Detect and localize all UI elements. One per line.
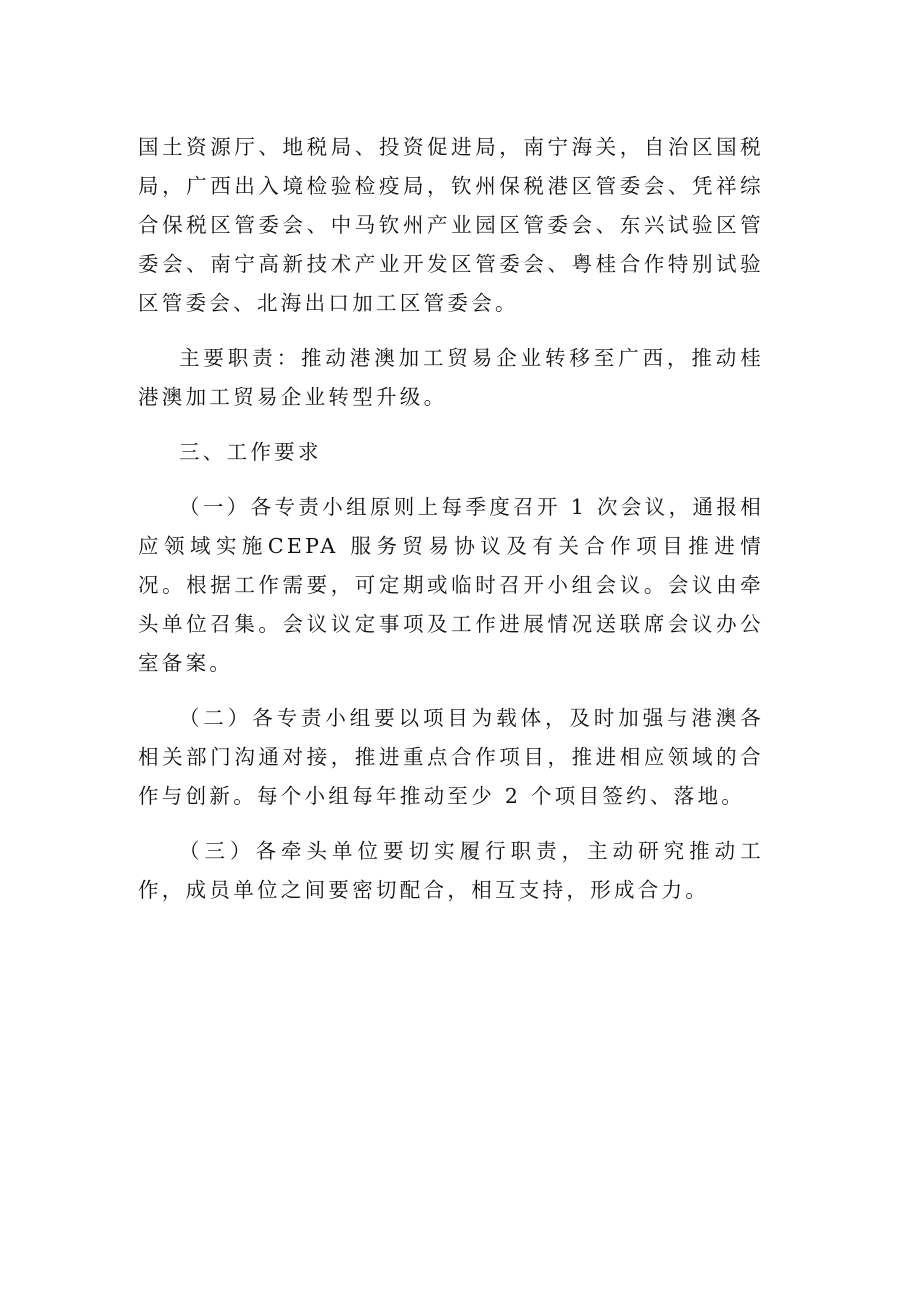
requirement-item-3: （三）各牵头单位要切实履行职责，主动研究推动工作，成员单位之间要密切配合，相互支持，形成合力。 xyxy=(138,839,764,902)
main-duties-paragraph: 主要职责：推动港澳加工贸易企业转移至广西，推动桂港澳加工贸易企业转型升级。 xyxy=(138,346,764,409)
requirement-item-1: （一）各专责小组原则上每季度召开 1 次会议，通报相应领域实施CEPA 服务贸易协议及有关合作项目推进情况。根据工作需要，可定期或临时召开小组会议。会议由牵头单位召集。会议议定事项及工作进展情况送联席会议办公室备案。 xyxy=(138,495,764,675)
requirement-item-2: （二）各专责小组要以项目为载体，及时加强与港澳各相关部门沟通对接，推进重点合作项目，推进相应领域的合作与创新。每个小组每年推动至少 2 个项目签约、落地。 xyxy=(138,706,764,808)
document-body xyxy=(138,128,764,926)
member-units-continuation: 国土资源厅、地税局、投资促进局，南宁海关，自治区国税局，广西出入境检验检疫局，钦州保税港区管委会、凭祥综合保税区管委会、中马钦州产业园区管委会、东兴试验区管委会、南宁高新技术产业开发区管委会、粤桂合作特别试验区管委会、北海出口加工区管委会。 xyxy=(138,135,764,315)
section-heading-work-requirements: 三、工作要求 xyxy=(179,440,322,464)
